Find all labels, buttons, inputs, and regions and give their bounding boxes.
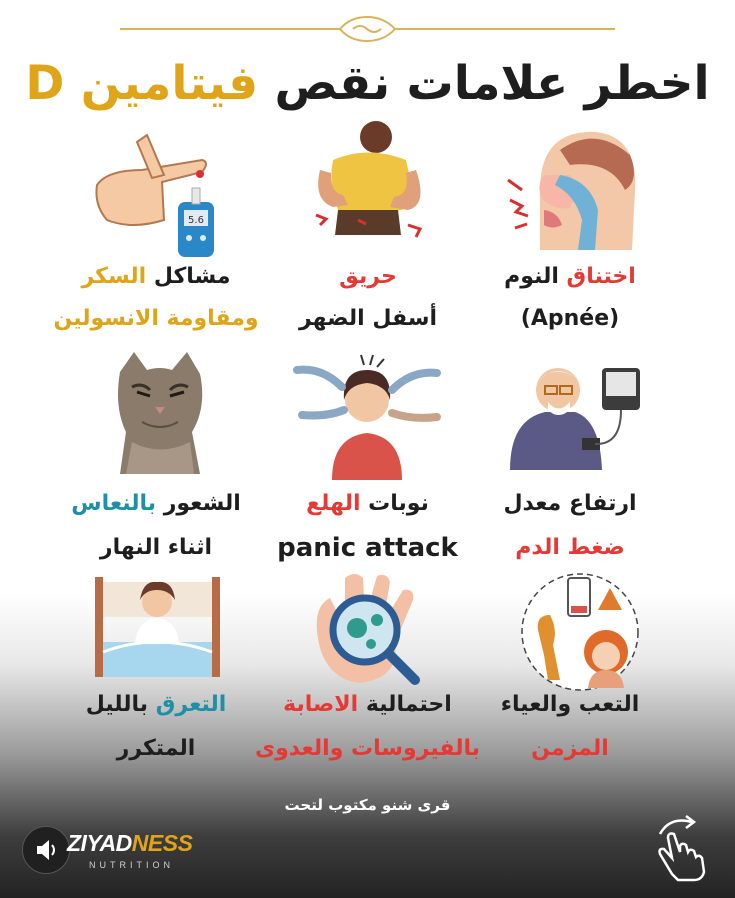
svg-text:5.6: 5.6 [188, 215, 204, 226]
blood-pressure-icon [500, 360, 645, 475]
item-line2 [460, 533, 680, 563]
page-title [0, 52, 735, 116]
label-segment: أسفل الضهر [299, 306, 437, 331]
item-line1 [46, 489, 266, 519]
item-label-back [258, 262, 478, 334]
label-segment: ومقاومة الانسولين [53, 306, 259, 331]
label-segment: الشعور [156, 491, 241, 516]
label-segment: ضغط الدم [515, 535, 625, 560]
label-segment: بالنعاس [71, 491, 157, 516]
virus-infection-icon [305, 568, 435, 693]
item-line1 [258, 262, 478, 292]
label-segment: اختناق [558, 264, 636, 289]
label-segment: ارتفاع معدل [503, 491, 637, 516]
item-line2 [255, 734, 480, 764]
item-line1 [460, 262, 680, 292]
ornament-divider [0, 14, 735, 44]
brand-name: ZIYADNESS [67, 830, 193, 856]
item-label-virus [255, 690, 480, 764]
sleep-apnea-icon [500, 120, 640, 255]
speaker-icon [23, 827, 69, 873]
item-label-sweat [46, 690, 266, 764]
label-segment: المتكرر [116, 736, 196, 761]
back-pain-icon [298, 115, 438, 250]
item-label-sleepy [46, 489, 266, 563]
label-segment: التعب والعياء [500, 692, 640, 717]
item-line1 [460, 489, 680, 519]
item-line2 [46, 304, 266, 334]
brand-subtitle: NUTRITION [89, 860, 174, 870]
title-main: اخطر علامات نقص [274, 56, 710, 111]
item-line1 [46, 690, 266, 720]
label-segment: مشاكل [146, 264, 231, 289]
item-label-sugar [46, 262, 266, 334]
sleepy-cat-icon [112, 352, 207, 477]
fatigue-icon [518, 570, 643, 695]
label-segment: احتمالية [358, 692, 452, 717]
item-line2 [460, 734, 680, 764]
item-line2 [46, 533, 266, 563]
label-segment: حريق [339, 264, 397, 289]
label-segment: نوبات [360, 491, 429, 516]
label-segment: بالليل [85, 692, 149, 717]
item-line2 [258, 304, 478, 334]
item-line2 [46, 734, 266, 764]
item-label-panic [250, 489, 485, 565]
item-label-apnea [460, 262, 680, 334]
panic-attack-icon [292, 345, 442, 485]
night-sweat-icon [95, 572, 220, 682]
label-segment: السكر [81, 264, 147, 289]
swipe-hand-icon [650, 812, 712, 882]
cta-text: قرى شنو مكتوب لتحت [284, 796, 451, 814]
label-segment: النوم [504, 264, 559, 289]
item-label-fatigue [460, 690, 680, 764]
label-segment: الاصابة [283, 692, 359, 717]
item-line2 [250, 533, 485, 565]
item-line1 [46, 262, 266, 292]
label-segment: panic attack [277, 533, 458, 563]
label-segment: المزمن [531, 736, 609, 761]
title-accent: فيتامين D [25, 56, 259, 111]
glucose-meter-icon [92, 130, 217, 260]
label-segment: بالفيروسات والعدوى [254, 736, 480, 761]
item-line2 [460, 304, 680, 334]
brand-logo [22, 826, 222, 874]
item-label-pressure [460, 489, 680, 563]
item-line1 [255, 690, 480, 720]
item-line1 [250, 489, 485, 519]
label-segment: اثناء النهار [99, 535, 213, 560]
label-segment: التعرق [148, 692, 227, 717]
sound-button[interactable] [22, 826, 70, 874]
label-segment: (Apnée) [520, 306, 620, 331]
label-segment: الهلع [306, 491, 361, 516]
item-line1 [460, 690, 680, 720]
